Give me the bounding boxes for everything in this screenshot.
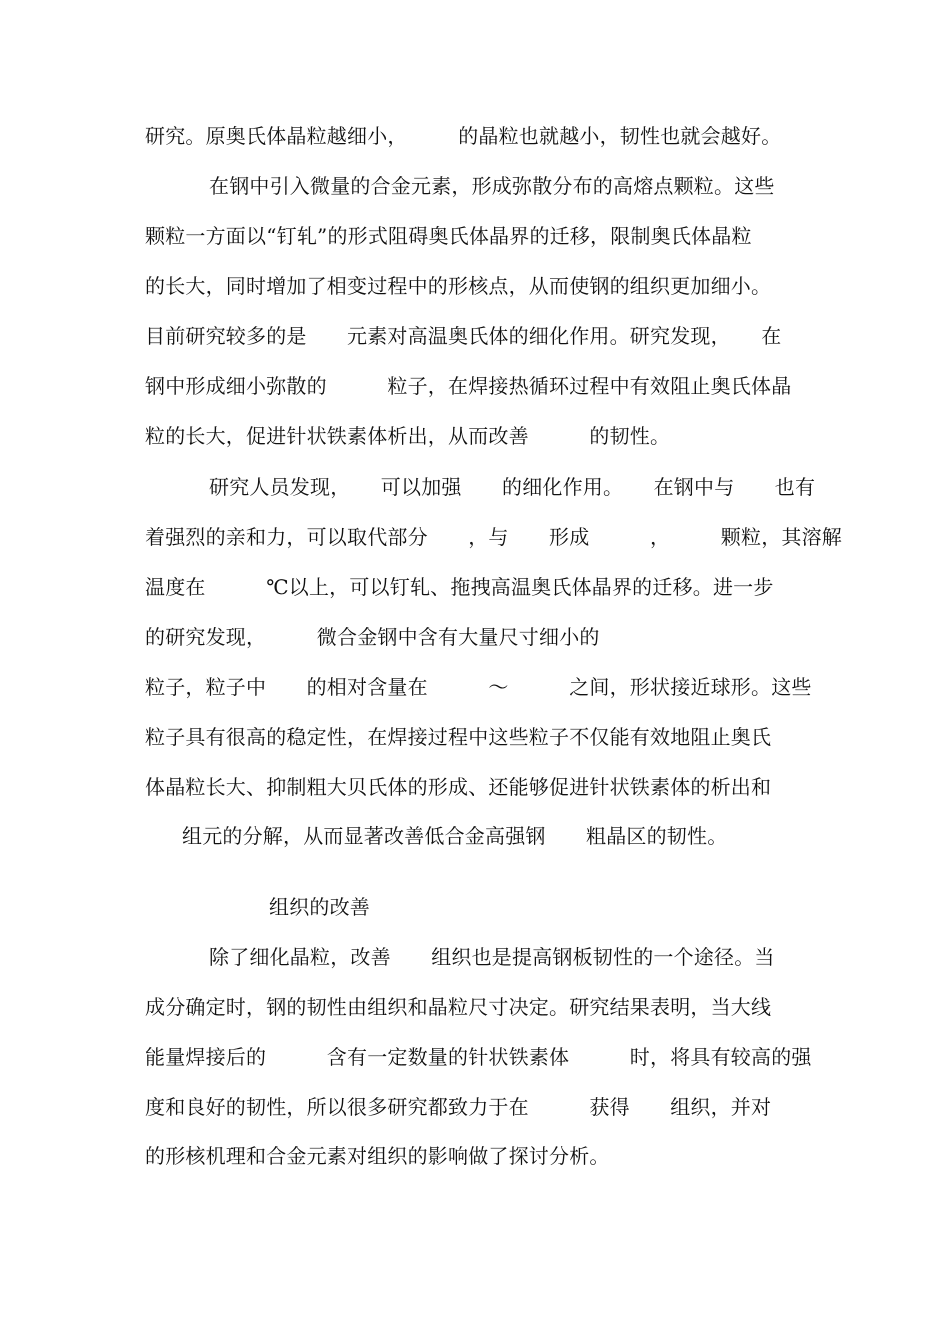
body-line-8: 研究人员发现， 可以加强 的细化作用。 在钢中与 也有	[209, 475, 816, 499]
body-line-17: 成分确定时，钢的韧性由组织和晶粒尺寸决定。研究结果表明，当大线	[145, 995, 772, 1019]
body-line-7: 粒的长大，促进针状铁素体析出，从而改善 的韧性。	[145, 424, 671, 448]
body-line-12: 粒子，粒子中 的相对含量在 ～ 之间，形状接近球形。这些	[145, 675, 812, 699]
body-line-1: 研究。原奥氏体晶粒越细小， 的晶粒也就越小，韧性也就会越好。	[145, 124, 782, 148]
body-line-5: 目前研究较多的是 元素对高温奥氏体的细化作用。研究发现， 在	[145, 324, 782, 348]
body-line-3: 颗粒一方面以“钉轧”的形式阻碍奥氏体晶界的迁移，限制奥氏体晶粒	[145, 224, 752, 248]
body-line-9: 着强烈的亲和力，可以取代部分 ，与 形成 ， 颗粒，其溶解	[145, 525, 842, 549]
body-line-13: 粒子具有很高的稳定性，在焊接过程中这些粒子不仅能有效地阻止奥氏	[145, 725, 772, 749]
body-line-11: 的研究发现， 微合金钢中含有大量尺寸细小的	[145, 625, 600, 649]
body-line-16: 除了细化晶粒，改善 组织也是提高钢板韧性的一个途径。当	[209, 945, 775, 969]
body-line-2: 在钢中引入微量的合金元素，形成弥散分布的高熔点颗粒。这些	[209, 174, 775, 198]
body-line-10: 温度在 ℃以上，可以钉轧、拖拽高温奥氏体晶界的迁移。进一步	[145, 575, 774, 599]
section-heading: 组织的改善	[269, 895, 370, 919]
body-line-6: 钢中形成细小弥散的 粒子，在焊接热循环过程中有效阻止奥氏体晶	[145, 374, 792, 398]
body-line-19: 度和良好的韧性，所以很多研究都致力于在 获得 组织，并对	[145, 1095, 772, 1119]
body-line-14: 体晶粒长大、抑制粗大贝氏体的形成、还能够促进针状铁素体的析出和	[145, 775, 772, 799]
body-line-18: 能量焊接后的 含有一定数量的针状铁素体 时，将具有较高的强	[145, 1045, 812, 1069]
body-line-15: 组元的分解，从而显著改善低合金高强钢 粗晶区的韧性。	[182, 824, 728, 848]
body-line-20: 的形核机理和合金元素对组织的影响做了探讨分析。	[145, 1144, 610, 1168]
body-line-4: 的长大，同时增加了相变过程中的形核点，从而使钢的组织更加细小。	[145, 274, 772, 298]
